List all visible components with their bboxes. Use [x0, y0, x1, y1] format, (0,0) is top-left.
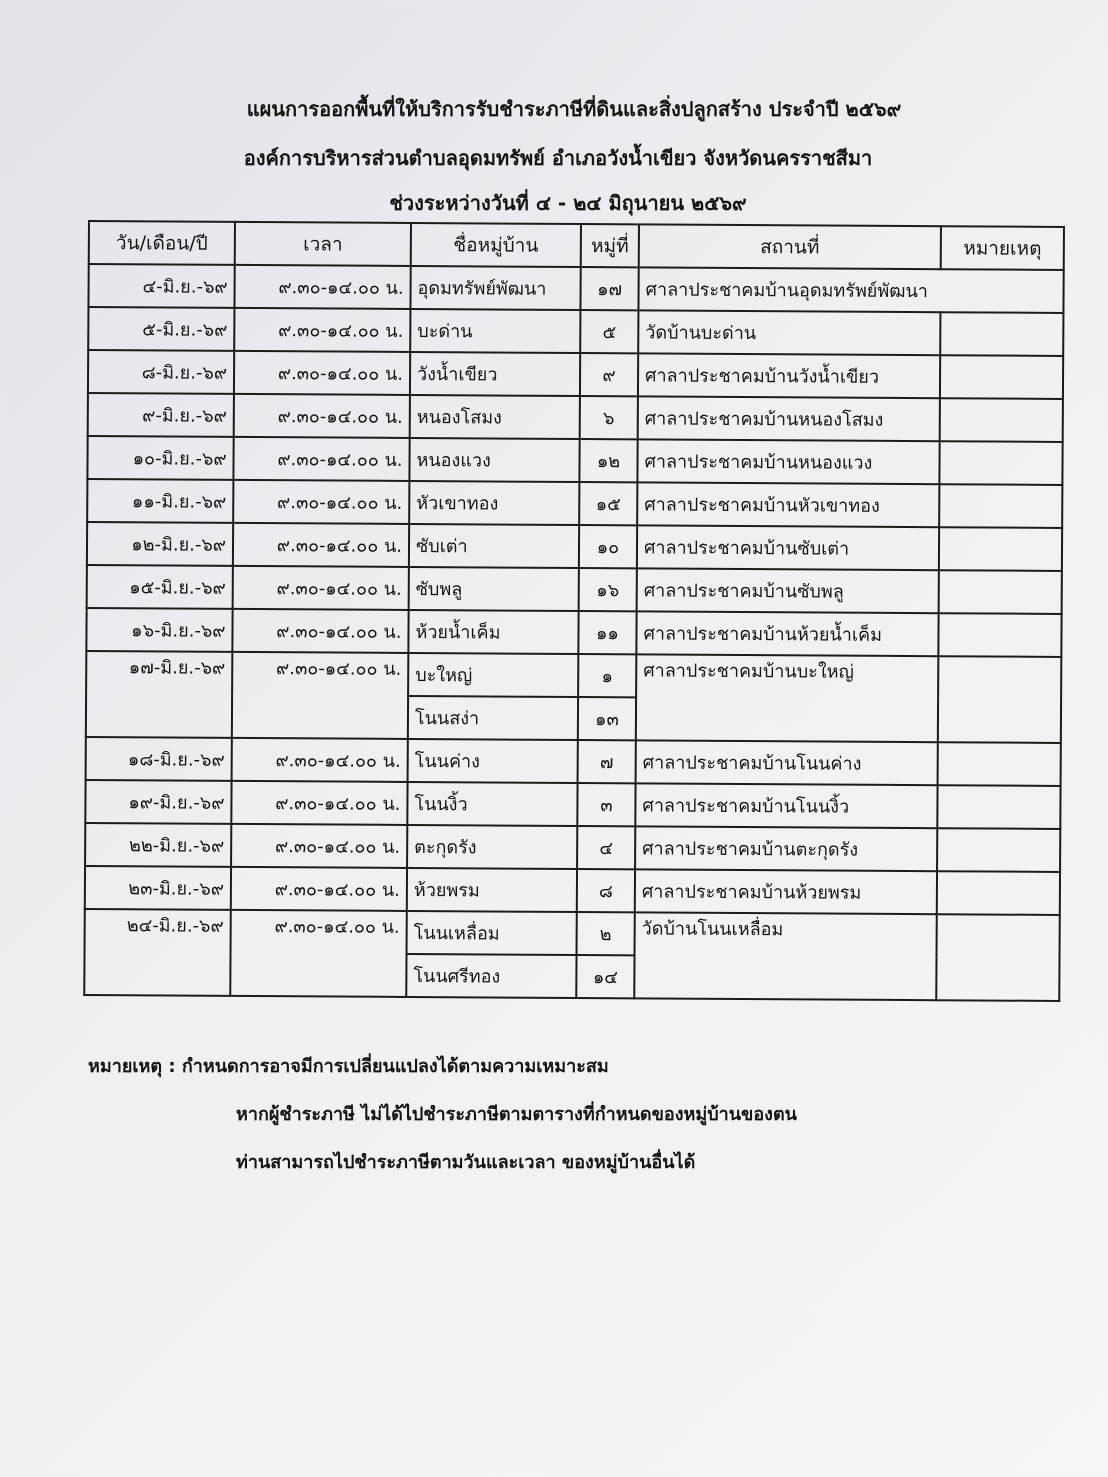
cell-moo: ๘	[577, 869, 635, 912]
cell-date: ๑๙-มิ.ย.-๖๙	[85, 780, 231, 824]
cell-time: ๙.๓๐-๑๔.๐๐ น.	[233, 523, 409, 567]
cell-village: โนนงิ้ว	[407, 782, 577, 826]
cell-village: หนองแวง	[409, 438, 579, 482]
cell-time: ๙.๓๐-๑๔.๐๐ น.	[233, 480, 409, 524]
table-row	[86, 651, 1061, 700]
cell-place: ศาลาประชาคมบ้านโนนงิ้ว	[635, 783, 937, 828]
cell-village: ซับพลู	[409, 567, 579, 611]
note-line-3: ท่านสามารถไปชำระภาษีตามวันและเวลา ของหมู่บ้านอื่นได้	[236, 1152, 696, 1173]
table-row	[88, 307, 1063, 356]
cell-time: ๙.๓๐-๑๔.๐๐ น.	[234, 265, 410, 309]
cell-moo: ๑๗	[580, 267, 638, 310]
cell-place: ศาลาประชาคมบ้านซับพลู	[637, 568, 939, 613]
cell-village: โนนค่าง	[408, 739, 578, 783]
cell-village: ซับเต่า	[409, 524, 579, 568]
cell-village: บะใหญ่	[408, 653, 578, 697]
header-row	[89, 221, 1064, 270]
cell-moo: ๔	[577, 826, 635, 869]
cell-village: โนนสง่า	[408, 696, 578, 740]
cell-time: ๙.๓๐-๑๔.๐๐ น.	[230, 910, 407, 997]
cell-place: ศาลาประชาคมบ้านห้วยพรม	[635, 869, 937, 914]
cell-date: ๒๓-มิ.ย.-๖๙	[85, 866, 231, 910]
header-place: สถานที่	[639, 224, 941, 269]
cell-moo: ๒	[577, 912, 635, 955]
cell-place: ศาลาประชาคมบ้านห้วยน้ำเค็ม	[636, 611, 938, 656]
cell-village: ห้วยน้ำเค็ม	[408, 610, 578, 654]
cell-time: ๙.๓๐-๑๔.๐๐ น.	[233, 437, 409, 481]
cell-time: ๙.๓๐-๑๔.๐๐ น.	[231, 867, 407, 911]
cell-remark	[939, 484, 1062, 528]
table-row	[85, 866, 1060, 915]
cell-remark	[940, 355, 1063, 399]
table-row	[85, 780, 1060, 829]
cell-village: โนนเหลื่อม	[407, 911, 577, 955]
header-remark: หมายเหตุ	[941, 226, 1064, 270]
cell-place: ศาลาประชาคมบ้านโนนค่าง	[636, 740, 938, 785]
cell-remark	[938, 742, 1061, 786]
table-row	[86, 608, 1061, 657]
cell-moo: ๗	[578, 740, 636, 783]
cell-moo: ๑๑	[578, 611, 636, 654]
title-line-3: ช่วงระหว่างวันที่ ๔ - ๒๔ มิถุนายน ๒๕๖๙	[389, 191, 747, 215]
table-row	[85, 823, 1060, 872]
cell-remark	[939, 441, 1062, 485]
cell-time: ๙.๓๐-๑๔.๐๐ น.	[232, 609, 408, 653]
cell-date: ๒๔-มิ.ย.-๖๙	[84, 909, 231, 996]
title-line-1: แผนการออกพื้นที่ให้บริการรับชำระภาษีที่ดินและสิ่งปลูกสร้าง ประจำปี ๒๕๖๙	[246, 97, 902, 121]
cell-remark	[938, 656, 1062, 743]
header-moo: หมู่ที่	[581, 224, 639, 267]
schedule-table	[83, 220, 1065, 1002]
cell-village: วังน้ำเขียว	[410, 352, 580, 396]
table-row	[87, 565, 1062, 614]
header-village: ชื่อหมู่บ้าน	[411, 223, 581, 267]
cell-date: ๕-มิ.ย.-๖๙	[88, 307, 234, 351]
cell-remark	[936, 914, 1060, 1001]
cell-moo: ๖	[580, 396, 638, 439]
cell-remark	[938, 613, 1061, 657]
cell-village: โนนศรีทอง	[406, 954, 576, 998]
cell-moo: ๑	[578, 654, 636, 697]
cell-moo: ๙	[580, 353, 638, 396]
cell-place: ศาลาประชาคมบ้านหนองแวง	[637, 439, 939, 484]
cell-time: ๙.๓๐-๑๔.๐๐ น.	[231, 781, 407, 825]
cell-place: ศาลาประชาคมบ้านอุดมทรัพย์พัฒนา	[638, 267, 1063, 313]
note-line-1: หมายเหตุ : กำหนดการอาจมีการเปลี่ยนแปลงได้ตามความเหมาะสม	[88, 1056, 609, 1077]
cell-village: ห้วยพรม	[407, 868, 577, 912]
cell-place: ศาลาประชาคมบ้านบะใหญ่	[636, 654, 939, 742]
cell-place: ศาลาประชาคมบ้านวังน้ำเขียว	[638, 353, 940, 398]
cell-village: อุดมทรัพย์พัฒนา	[410, 266, 580, 310]
cell-remark	[937, 828, 1060, 872]
title-line-2: องค์การบริหารส่วนตำบลอุดมทรัพย์ อำเภอวังน้ำเขียว จังหวัดนครราชสีมา	[243, 146, 873, 170]
cell-date: ๑๗-มิ.ย.-๖๙	[86, 651, 233, 738]
header-time: เวลา	[235, 222, 411, 266]
cell-time: ๙.๓๐-๑๔.๐๐ น.	[234, 351, 410, 395]
table-row	[88, 350, 1063, 399]
cell-remark	[940, 398, 1063, 442]
cell-moo: ๓	[577, 783, 635, 826]
cell-remark	[939, 570, 1062, 614]
cell-time: ๙.๓๐-๑๔.๐๐ น.	[234, 308, 410, 352]
cell-time: ๙.๓๐-๑๔.๐๐ น.	[232, 652, 409, 739]
cell-place: วัดบ้านโนนเหลื่อม	[634, 912, 937, 1000]
table-row	[86, 737, 1061, 786]
cell-date: ๑๕-มิ.ย.-๖๙	[87, 565, 233, 609]
cell-moo: ๕	[580, 310, 638, 353]
cell-date: ๑๘-มิ.ย.-๖๙	[86, 737, 232, 781]
cell-moo: ๑๐	[579, 525, 637, 568]
cell-moo: ๑๕	[579, 482, 637, 525]
cell-date: ๑๖-มิ.ย.-๖๙	[86, 608, 232, 652]
cell-village: บะด่าน	[410, 309, 580, 353]
note-line-2: หากผู้ชำระภาษี ไม่ได้ไปชำระภาษีตามตารางที่กำหนดของหมู่บ้านของตน	[236, 1104, 797, 1125]
cell-moo: ๑๒	[579, 439, 637, 482]
cell-time: ๙.๓๐-๑๔.๐๐ น.	[234, 394, 410, 438]
cell-place: ศาลาประชาคมบ้านหัวเขาทอง	[637, 482, 939, 527]
cell-date: ๑๑-มิ.ย.-๖๙	[87, 479, 233, 523]
cell-moo: ๑๔	[576, 955, 634, 998]
cell-time: ๙.๓๐-๑๔.๐๐ น.	[233, 566, 409, 610]
cell-village: หัวเขาทอง	[409, 481, 579, 525]
table-row	[87, 522, 1062, 571]
cell-place: ศาลาประชาคมบ้านตะกุดรัง	[635, 826, 937, 871]
cell-remark	[937, 871, 1060, 915]
cell-time: ๙.๓๐-๑๔.๐๐ น.	[231, 824, 407, 868]
cell-village: ตะกุดรัง	[407, 825, 577, 869]
cell-date: ๑๐-มิ.ย.-๖๙	[87, 436, 233, 480]
note-block	[88, 1052, 1088, 1178]
cell-moo: ๑๖	[579, 568, 637, 611]
table-row	[87, 479, 1062, 528]
cell-time: ๙.๓๐-๑๔.๐๐ น.	[232, 738, 408, 782]
cell-date: ๑๒-มิ.ย.-๖๙	[87, 522, 233, 566]
cell-place: ศาลาประชาคมบ้านซับเต่า	[637, 525, 939, 570]
cell-moo: ๑๓	[578, 697, 636, 740]
cell-village: หนองโสมง	[410, 395, 580, 439]
cell-place: วัดบ้านบะด่าน	[638, 310, 940, 355]
table-row	[88, 264, 1063, 313]
cell-place: ศาลาประชาคมบ้านหนองโสมง	[638, 396, 940, 441]
cell-remark	[937, 785, 1060, 829]
cell-date: ๒๒-มิ.ย.-๖๙	[85, 823, 231, 867]
table-row	[85, 909, 1060, 958]
table-row	[87, 436, 1062, 485]
cell-date: ๘-มิ.ย.-๖๙	[88, 350, 234, 394]
cell-remark	[939, 527, 1062, 571]
table-row	[88, 393, 1063, 442]
cell-date: ๔-มิ.ย.-๖๙	[88, 264, 234, 308]
header-date: วัน/เดือน/ปี	[89, 221, 235, 265]
cell-date: ๙-มิ.ย.-๖๙	[88, 393, 234, 437]
cell-remark	[940, 312, 1063, 356]
